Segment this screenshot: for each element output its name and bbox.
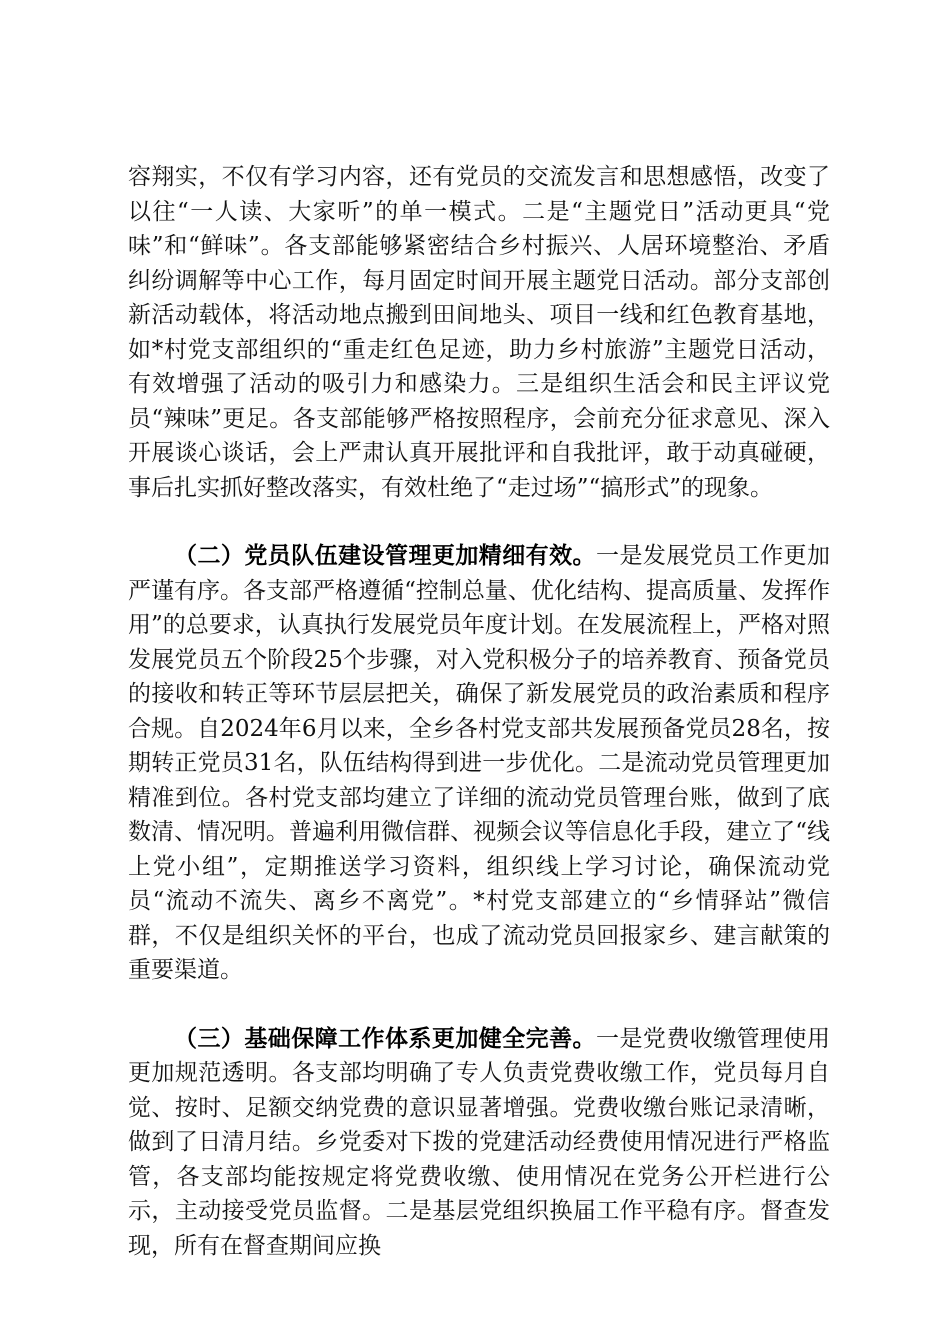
paragraph-section-2: [128, 539, 830, 988]
paragraph-text: 一是发展党员工作更加严谨有序。各支部严格遵循“控制总量、优化结构、提高质量、发挥作用”的总要求，认真执行发展党员年度计划。在发展流程上，严格对照发展党员五个阶段25个步骤，对入党积极分子的培养教育、预备党员的接收和转正等环节层层把关，确保了新发展党员的政治素质和程序合规。自2024年6月以来，全乡各村党支部共发展预备党员28名，按期转正党员31名，队伍结构得到进一步优化。二是流动党员管理更加精准到位。各村党支部均建立了详细的流动党员管理台账，做到了底数清、情况明。普遍利用微信群、视频会议等信息化手段，建立了“线上党小组”，定期推送学习资料，组织线上学习讨论，确保流动党员“流动不流失、离乡不离党”。*村党支部建立的“乡情驿站”微信群，不仅是组织关怀的平台，也成了流动党员回报家乡、建言献策的重要渠道。: [128, 543, 831, 983]
document-body: [128, 160, 830, 1263]
paragraph-continuation: [128, 160, 830, 505]
section-heading: （二）党员队伍建设管理更加精细有效。: [174, 543, 596, 569]
section-heading: （三）基础保障工作体系更加健全完善。: [174, 1025, 596, 1052]
paragraph-text: 容翔实，不仅有学习内容，还有党员的交流发言和思想感悟，改变了以往“一人读、大家听”的单一模式。二是“主题党日”活动更具“党味”和“鲜味”。各支部能够紧密结合乡村振兴、人居环境整治、矛盾纠纷调解等中心工作，每月固定时间开展主题党日活动。部分支部创新活动载体，将活动地点搬到田间地头、项目一线和红色教育基地，如*村党支部组织的“重走红色足迹，助力乡村旅游”主题党日活动，有效增强了活动的吸引力和感染力。三是组织生活会和民主评议党员“辣味”更足。各支部能够严格按照程序，会前充分征求意见、深入开展谈心谈话，会上严肃认真开展批评和自我批评，敢于动真碰硬，事后扎实抓好整改落实，有效杜绝了“走过场”“搞形式”的现象。: [128, 164, 830, 501]
paragraph-text: 一是党费收缴管理使用更加规范透明。各支部均明确了专人负责党费收缴工作，党员每月自觉、按时、足额交纳党费的意识显著增强。党费收缴台账记录清晰，做到了日清月结。乡党委对下拨的党建活动经费使用情况进行严格监管，各支部均能按规定将党费收缴、使用情况在党务公开栏进行公示，主动接受党员监督。二是基层党组织换届工作平稳有序。督查发现，所有在督查期间应换: [128, 1025, 831, 1259]
paragraph-section-3: [128, 1022, 830, 1264]
